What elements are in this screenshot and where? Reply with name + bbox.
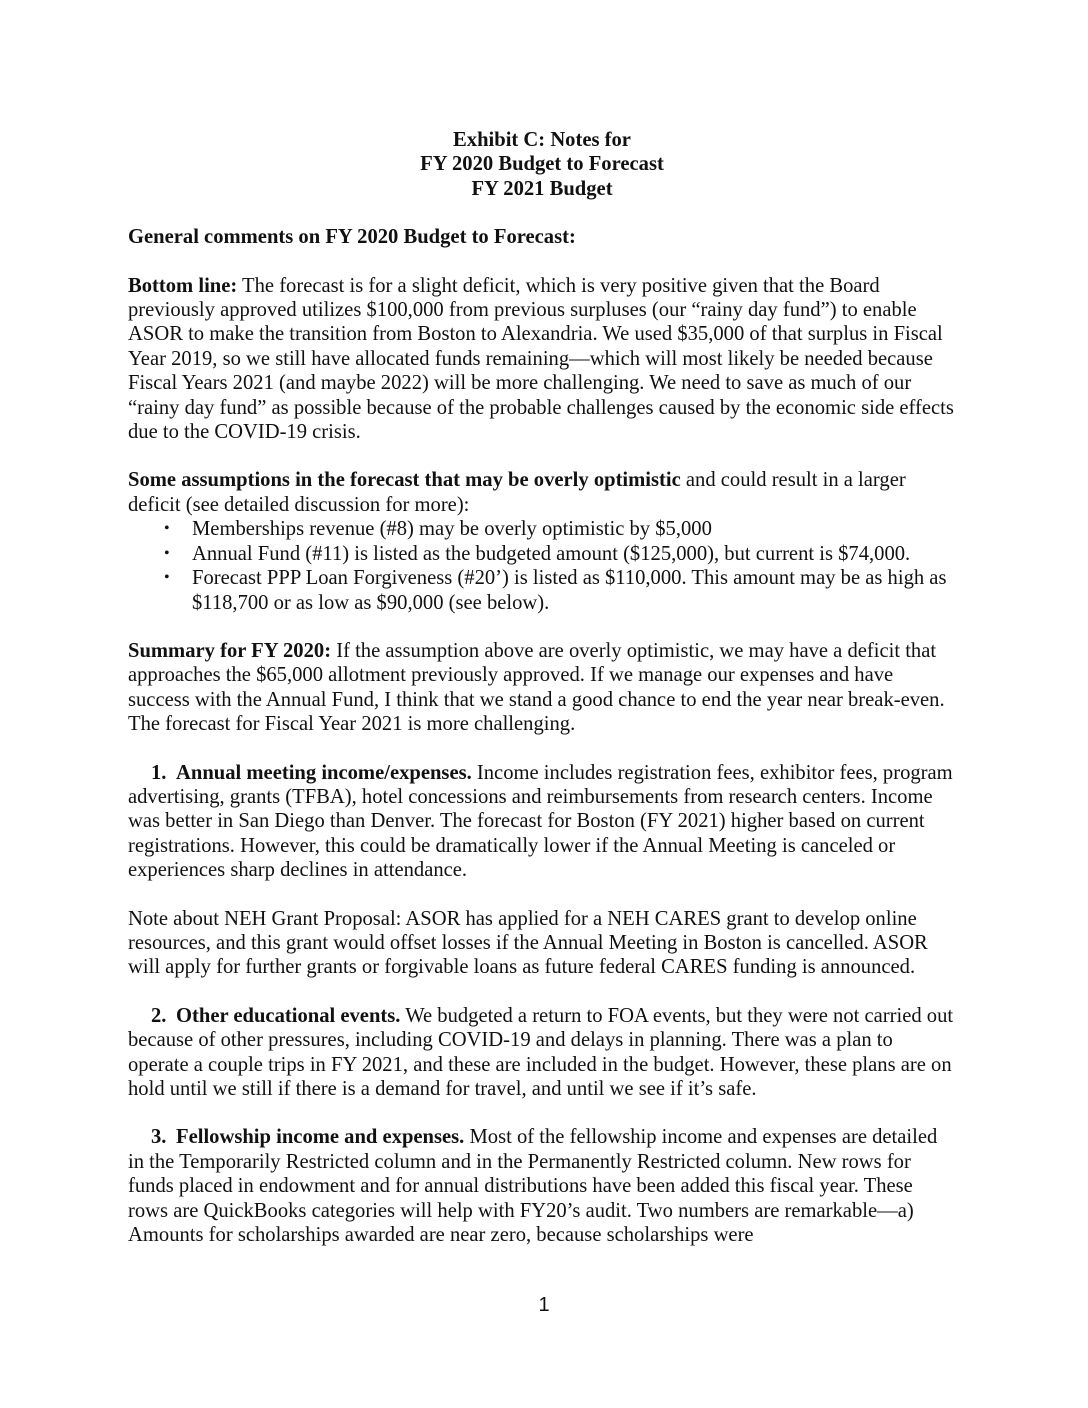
assumptions-text: and could result in a larger deficit (see detailed discussion for more): (128, 469, 906, 516)
document-title (128, 128, 956, 201)
title-line-1: Exhibit C: Notes for (453, 129, 631, 151)
bullet-icon: • (164, 569, 170, 587)
general-comments-heading: General comments on FY 2020 Budget to Forecast: (128, 226, 576, 249)
bullet-icon: • (164, 520, 170, 538)
list-item (164, 566, 956, 615)
summary-paragraph (128, 639, 956, 737)
item-2-number: 2. (151, 1004, 167, 1027)
item-3-paragraph (128, 1125, 956, 1247)
item-1-label: Annual meeting income/expenses. (176, 761, 472, 784)
list-item-text: Forecast PPP Loan Forgiveness (#20’) is listed as $110,000. This amount may be as high as $118,700 or as low as $90,000 (see below). (192, 567, 947, 614)
assumptions-paragraph (128, 468, 956, 517)
summary-label: Summary for FY 2020: (128, 639, 332, 662)
bottom-line-label: Bottom line: (128, 274, 238, 297)
item-3-text: Most of the fellowship income and expenses are detailed in the Temporarily Restricted column and in the Permanently Restricted column. New rows for funds placed in endowment and for annual distributions have been added this fiscal year. These rows are QuickBooks categories will help with FY20’s audit. Two numbers are remarkable—a) Amounts for scholarships awarded are near zero, because scholarships were (128, 1126, 938, 1247)
summary-text: If the assumption above are overly optimistic, we may have a deficit that approaches the $65,000 allotment previously approved. If we manage our expenses and have success with the Annual Fund, I think that we stand a good chance to end the year near break-even. The forecast for Fiscal Year 2021 is more challenging. (128, 639, 945, 736)
item-1-paragraph (128, 761, 956, 883)
item-2-label: Other educational events. (176, 1004, 401, 1027)
item-3-label: Fellowship income and expenses. (176, 1126, 465, 1149)
assumptions-label: Some assumptions in the forecast that may be overly optimistic (128, 469, 681, 492)
bottom-line-paragraph (128, 274, 956, 445)
bottom-line-text: The forecast is for a slight deficit, which is very positive given that the Board previously approved utilizes $100,000 from previous surpluses (our “rainy day fund”) to enable ASOR to make the transition from Boston to Alexandria. We used $35,000 of that surplus in Fiscal Year 2019, so we still have allocated funds remaining—which will most likely be needed because Fiscal Years 2021 (and maybe 2022) will be more challenging. We need to save as much of our “rainy day fund” as possible because of the probable challenges caused by the economic side effects due to the COVID-19 crisis. (128, 274, 954, 444)
list-item (164, 542, 956, 566)
assumptions-list (128, 517, 956, 615)
item-1-text: Income includes registration fees, exhibitor fees, program advertising, grants (TFBA), hotel concessions and reimbursements from research centers. Income was better in San Diego than Denver. The forecast for Boston (FY 2021) higher based on current registrations. However, this could be dramatically lower if the Annual Meeting is canceled or experiences sharp declines in attendance. (128, 761, 953, 882)
page-number: 1 (538, 1294, 550, 1316)
title-line-2: FY 2020 Budget to Forecast (420, 153, 664, 176)
item-2-paragraph (128, 1004, 956, 1102)
list-item-text: Annual Fund (#11) is listed as the budgeted amount ($125,000), but current is $74,000. (192, 542, 911, 565)
item-1-number: 1. (151, 761, 167, 784)
item-2-text: We budgeted a return to FOA events, but they were not carried out because of other pressures, including COVID-19 and delays in planning. There was a plan to operate a couple trips in FY 2021, and these are included in the budget. However, these plans are on hold until we still if there is a demand for travel, and until we see if it’s safe. (128, 1004, 954, 1100)
bullet-icon: • (164, 544, 170, 562)
list-item (164, 517, 956, 541)
title-line-3: FY 2021 Budget (471, 177, 613, 200)
list-item-text: Memberships revenue (#8) may be overly optimistic by $5,000 (192, 518, 712, 541)
page-content (128, 128, 956, 1271)
neh-note-paragraph: Note about NEH Grant Proposal: ASOR has applied for a NEH CARES grant to develop online resources, and this grant would offset losses if the Annual Meeting in Boston is cancelled. ASOR will apply for further grants or forgivable loans as future federal CARES funding is announced. (128, 907, 928, 979)
item-3-number: 3. (151, 1126, 167, 1149)
